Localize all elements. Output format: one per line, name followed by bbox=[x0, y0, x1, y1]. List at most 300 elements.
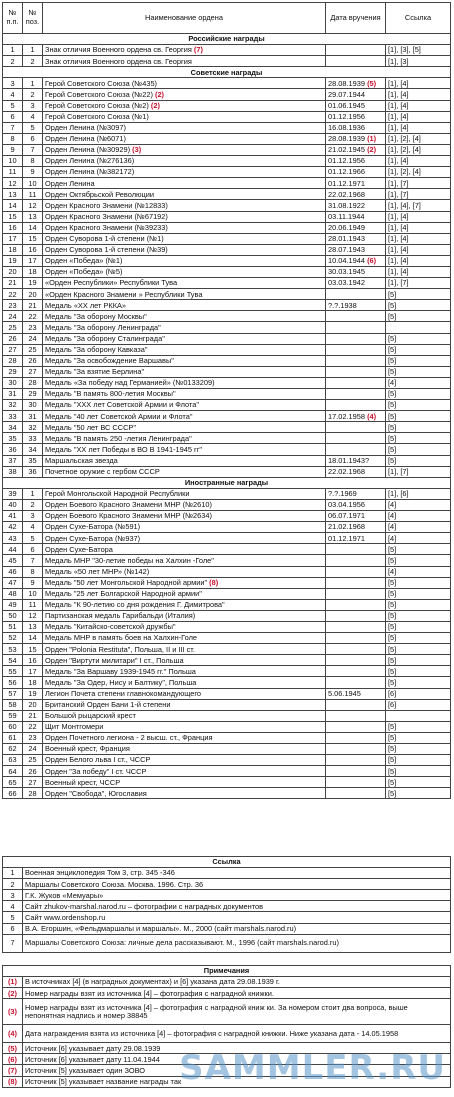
sources-number: 6 bbox=[3, 923, 23, 934]
row-number: 7 bbox=[3, 122, 23, 133]
row-position: 5 bbox=[23, 533, 43, 544]
award-name: Орден "Виртути милитари" I ст., Польша bbox=[43, 655, 326, 666]
award-date bbox=[326, 744, 386, 755]
notes-number: (1) bbox=[3, 977, 23, 988]
award-date bbox=[326, 710, 386, 721]
row-position: 27 bbox=[23, 777, 43, 788]
award-name: Орден Ленина (№30929) (3) bbox=[43, 144, 326, 155]
row-position: 35 bbox=[23, 455, 43, 466]
award-ref: [1], [7] bbox=[386, 189, 451, 200]
award-date: 01.12.1971 bbox=[326, 178, 386, 189]
award-name: Орден Сухе-Батора (№937) bbox=[43, 533, 326, 544]
row-position: 23 bbox=[23, 322, 43, 333]
table-row bbox=[3, 333, 451, 344]
sources-text: Маршалы Советского Союза: личные дела рассказывают. М., 1996 (сайт marshals.narod.ru) bbox=[23, 934, 451, 952]
row-position: 20 bbox=[23, 699, 43, 710]
table-row bbox=[3, 744, 451, 755]
row-position: 2 bbox=[23, 499, 43, 510]
award-name: Медаль "Китайско-советской дружбы" bbox=[43, 621, 326, 632]
award-date bbox=[326, 433, 386, 444]
header-name: Наименование ордена bbox=[43, 3, 326, 34]
award-ref: [1], [6] bbox=[386, 488, 451, 499]
row-position: 26 bbox=[23, 355, 43, 366]
row-number: 49 bbox=[3, 599, 23, 610]
award-ref: [5] bbox=[386, 599, 451, 610]
table-row bbox=[3, 233, 451, 244]
table-row bbox=[3, 466, 451, 477]
note-marker: (2) bbox=[150, 100, 160, 110]
row-position: 13 bbox=[23, 621, 43, 632]
award-date bbox=[326, 633, 386, 644]
award-name: Большой рыцарский крест bbox=[43, 710, 326, 721]
award-name: Герой Советского Союза (№435) bbox=[43, 78, 326, 89]
table-row bbox=[3, 555, 451, 566]
row-number: 37 bbox=[3, 455, 23, 466]
award-name: Орден Почетного легиона - 2 высш. ст., Франция bbox=[43, 732, 326, 743]
award-date bbox=[326, 721, 386, 732]
award-ref: [6] bbox=[386, 699, 451, 710]
row-position: 17 bbox=[23, 255, 43, 266]
row-position: 5 bbox=[23, 122, 43, 133]
table-row bbox=[3, 522, 451, 533]
row-number: 11 bbox=[3, 167, 23, 178]
award-date: 29.07.1944 bbox=[326, 89, 386, 100]
award-ref: [1], [2], [4] bbox=[386, 144, 451, 155]
award-date bbox=[326, 766, 386, 777]
row-position: 2 bbox=[23, 89, 43, 100]
row-number: 63 bbox=[3, 755, 23, 766]
row-number: 48 bbox=[3, 588, 23, 599]
sources-number: 5 bbox=[3, 912, 23, 923]
table-row bbox=[3, 644, 451, 655]
row-number: 3 bbox=[3, 78, 23, 89]
header-n: № п.п. bbox=[3, 3, 23, 34]
row-position: 9 bbox=[23, 167, 43, 178]
award-name: Орден Красного Знамени (№67192) bbox=[43, 211, 326, 222]
table-row bbox=[3, 588, 451, 599]
award-ref: [5] bbox=[386, 333, 451, 344]
award-name: Медаль "25 лет Болгарской Народной армии" bbox=[43, 588, 326, 599]
table-row bbox=[3, 511, 451, 522]
award-date bbox=[326, 289, 386, 300]
award-date bbox=[326, 655, 386, 666]
award-date bbox=[326, 644, 386, 655]
award-ref: [1], [2], [4] bbox=[386, 133, 451, 144]
row-number: 59 bbox=[3, 710, 23, 721]
sources-row bbox=[3, 868, 451, 879]
award-date: ?.?.1938 bbox=[326, 300, 386, 311]
note-marker: (3) bbox=[132, 145, 142, 155]
row-number: 61 bbox=[3, 732, 23, 743]
table-row bbox=[3, 488, 451, 499]
row-number: 47 bbox=[3, 577, 23, 588]
table-row bbox=[3, 777, 451, 788]
row-number: 20 bbox=[3, 266, 23, 277]
row-number: 4 bbox=[3, 89, 23, 100]
award-date: 28.01.1943 bbox=[326, 233, 386, 244]
row-position: 12 bbox=[23, 200, 43, 211]
row-number: 10 bbox=[3, 156, 23, 167]
notes-number: (5) bbox=[3, 1043, 23, 1054]
award-date bbox=[326, 677, 386, 688]
header-ref: Ссылка bbox=[386, 3, 451, 34]
award-ref: [5] bbox=[386, 766, 451, 777]
notes-text: Дата награждения взята из источника [4] – фотография с наградной книжки. Ниже указана дата - 14.05.1958 bbox=[23, 1025, 451, 1043]
table-row bbox=[3, 566, 451, 577]
row-position: 1 bbox=[23, 45, 43, 56]
award-name: Орден Боевого Красного Знамени МНР (№2610) bbox=[43, 499, 326, 510]
sources-number: 4 bbox=[3, 901, 23, 912]
row-number: 44 bbox=[3, 544, 23, 555]
table-row bbox=[3, 78, 451, 89]
row-position: 28 bbox=[23, 377, 43, 388]
row-position: 7 bbox=[23, 144, 43, 155]
award-name: Орден Ленина (№276136) bbox=[43, 156, 326, 167]
table-row bbox=[3, 111, 451, 122]
award-ref: [5] bbox=[386, 455, 451, 466]
row-number: 35 bbox=[3, 433, 23, 444]
row-position: 31 bbox=[23, 411, 43, 422]
row-number: 38 bbox=[3, 466, 23, 477]
row-position: 33 bbox=[23, 433, 43, 444]
table-row bbox=[3, 599, 451, 610]
notes-text: Источник [6] указывает дату 29.08.1939 bbox=[23, 1043, 451, 1054]
award-ref: [5] bbox=[386, 577, 451, 588]
award-name: Медаль "К 90-летию со дня рождения Г. Димитрова" bbox=[43, 599, 326, 610]
row-position: 22 bbox=[23, 311, 43, 322]
award-ref bbox=[386, 322, 451, 333]
row-position: 21 bbox=[23, 300, 43, 311]
award-ref: [5] bbox=[386, 610, 451, 621]
award-date: 28.08.1939 (1) bbox=[326, 133, 386, 144]
sources-text: Сайт zhukov-marshal.narod.ru – фотографии с наградных документов bbox=[23, 901, 451, 912]
award-name: Орден Сухе-Батора (№591) bbox=[43, 522, 326, 533]
table-row bbox=[3, 655, 451, 666]
award-name: Медаль "За взятие Берлина" bbox=[43, 366, 326, 377]
row-position: 26 bbox=[23, 766, 43, 777]
award-name: Медаль МНР "30-летие победы на Халхин -Голе" bbox=[43, 555, 326, 566]
row-number: 31 bbox=[3, 389, 23, 400]
award-name: Военный крест, Франция bbox=[43, 744, 326, 755]
award-date: 03.04.1956 bbox=[326, 499, 386, 510]
award-ref: [1], [4] bbox=[386, 266, 451, 277]
award-date bbox=[326, 355, 386, 366]
notes-number: (7) bbox=[3, 1065, 23, 1076]
award-name: Медаль "50 лет ВС СССР" bbox=[43, 422, 326, 433]
award-date bbox=[326, 366, 386, 377]
row-number: 58 bbox=[3, 699, 23, 710]
row-position: 7 bbox=[23, 555, 43, 566]
award-ref: [4] bbox=[386, 522, 451, 533]
sources-number: 2 bbox=[3, 879, 23, 890]
award-name: «Орден Красного Знамени » Республики Тува bbox=[43, 289, 326, 300]
award-ref: [5] bbox=[386, 344, 451, 355]
award-date: 01.12.1956 bbox=[326, 111, 386, 122]
row-position: 1 bbox=[23, 78, 43, 89]
award-name: Орден Ленина (№3097) bbox=[43, 122, 326, 133]
row-number: 15 bbox=[3, 211, 23, 222]
row-number: 56 bbox=[3, 677, 23, 688]
notes-text: Номер награды взят из источника [4] – фотография с наградной книж ки. За номером стоит два вопроса, выше непонятная надпись и номер 38845 bbox=[23, 999, 451, 1025]
row-position: 6 bbox=[23, 544, 43, 555]
award-name: Медаль "40 лет Советской Армии и Флота" bbox=[43, 411, 326, 422]
date-note-marker: (5) bbox=[367, 78, 377, 88]
table-row bbox=[3, 100, 451, 111]
table-row bbox=[3, 366, 451, 377]
award-ref: [1], [4] bbox=[386, 78, 451, 89]
row-position: 13 bbox=[23, 211, 43, 222]
award-ref: [1], [7] bbox=[386, 178, 451, 189]
award-name: Герой Советского Союза (№1) bbox=[43, 111, 326, 122]
award-ref: [1], [4] bbox=[386, 244, 451, 255]
row-number: 19 bbox=[3, 255, 23, 266]
row-number: 43 bbox=[3, 533, 23, 544]
row-position: 17 bbox=[23, 666, 43, 677]
notes-text: Источник [5] указывает название награды так bbox=[23, 1076, 451, 1087]
award-name: Медаль "За Одер, Нису и Балтику", Польша bbox=[43, 677, 326, 688]
award-name: Герой Монгольской Народной Республики bbox=[43, 488, 326, 499]
award-name: Орден "За победу" I ст. ЧССР bbox=[43, 766, 326, 777]
notes-row bbox=[3, 988, 451, 999]
row-number: 55 bbox=[3, 666, 23, 677]
table-row bbox=[3, 411, 451, 422]
award-ref: [1], [3], [5] bbox=[386, 45, 451, 56]
row-number: 25 bbox=[3, 322, 23, 333]
table-row bbox=[3, 677, 451, 688]
award-date bbox=[326, 566, 386, 577]
row-number: 14 bbox=[3, 200, 23, 211]
award-ref: [5] bbox=[386, 644, 451, 655]
award-date: 22.02.1968 bbox=[326, 189, 386, 200]
award-ref: [6] bbox=[386, 688, 451, 699]
row-position: 11 bbox=[23, 189, 43, 200]
award-name: Медаль "В память 800-летия Москвы" bbox=[43, 389, 326, 400]
table-row bbox=[3, 222, 451, 233]
award-name: Медаль «XX лет РККА» bbox=[43, 300, 326, 311]
row-number: 28 bbox=[3, 355, 23, 366]
row-position: 19 bbox=[23, 688, 43, 699]
award-ref: [5] bbox=[386, 289, 451, 300]
award-ref: [5] bbox=[386, 433, 451, 444]
table-row bbox=[3, 710, 451, 721]
award-ref: [1], [4] bbox=[386, 111, 451, 122]
award-name: Медаль МНР в память боев на Халхин-Голе bbox=[43, 633, 326, 644]
award-date bbox=[326, 444, 386, 455]
row-number: 51 bbox=[3, 621, 23, 632]
row-position: 10 bbox=[23, 588, 43, 599]
row-position: 12 bbox=[23, 610, 43, 621]
table-row bbox=[3, 633, 451, 644]
notes-row bbox=[3, 1025, 451, 1043]
table-row bbox=[3, 610, 451, 621]
award-date bbox=[326, 45, 386, 56]
award-ref: [5] bbox=[386, 300, 451, 311]
table-row bbox=[3, 389, 451, 400]
award-name: Британский Орден Бани 1-й степени bbox=[43, 699, 326, 710]
row-number: 9 bbox=[3, 144, 23, 155]
table-row bbox=[3, 189, 451, 200]
notes-number: (2) bbox=[3, 988, 23, 999]
row-position: 16 bbox=[23, 244, 43, 255]
header-date: Дата вручения bbox=[326, 3, 386, 34]
table-row bbox=[3, 355, 451, 366]
award-ref: [1], [4] bbox=[386, 122, 451, 133]
award-ref: [5] bbox=[386, 633, 451, 644]
award-date: 22.02.1968 bbox=[326, 466, 386, 477]
award-ref: [1], [3] bbox=[386, 56, 451, 67]
award-ref: [1], [4] bbox=[386, 255, 451, 266]
award-name: Медаль "XXX лет Советской Армии и Флота" bbox=[43, 400, 326, 411]
award-ref bbox=[386, 710, 451, 721]
table-row bbox=[3, 300, 451, 311]
award-name: Орден Ленина (№382172) bbox=[43, 167, 326, 178]
notes-number: (6) bbox=[3, 1054, 23, 1065]
award-date bbox=[326, 333, 386, 344]
table-row bbox=[3, 788, 451, 799]
award-date bbox=[326, 422, 386, 433]
row-number: 39 bbox=[3, 488, 23, 499]
award-date bbox=[326, 322, 386, 333]
award-date: 18.01.1943? bbox=[326, 455, 386, 466]
row-position: 3 bbox=[23, 100, 43, 111]
award-ref: [4] bbox=[386, 566, 451, 577]
award-date: 31.08.1922 bbox=[326, 200, 386, 211]
table-row bbox=[3, 400, 451, 411]
table-row bbox=[3, 178, 451, 189]
table-row bbox=[3, 422, 451, 433]
award-date: 21.02.1945 (2) bbox=[326, 144, 386, 155]
notes-text: Источник [5] указывает один ЗОВО bbox=[23, 1065, 451, 1076]
row-position: 4 bbox=[23, 111, 43, 122]
date-note-marker: (6) bbox=[367, 256, 377, 266]
award-date: 17.02.1958 (4) bbox=[326, 411, 386, 422]
award-ref: [5] bbox=[386, 777, 451, 788]
award-date bbox=[326, 400, 386, 411]
table-row bbox=[3, 577, 451, 588]
row-number: 17 bbox=[3, 233, 23, 244]
award-name: Орден Ленина (№6071) bbox=[43, 133, 326, 144]
award-date: 01.12.1971 bbox=[326, 533, 386, 544]
award-ref: [5] bbox=[386, 311, 451, 322]
row-number: 46 bbox=[3, 566, 23, 577]
award-name: Медаль "За оборону Ленинграда" bbox=[43, 322, 326, 333]
award-date: 01.12.1966 bbox=[326, 167, 386, 178]
row-position: 19 bbox=[23, 278, 43, 289]
row-position: 4 bbox=[23, 522, 43, 533]
row-position: 11 bbox=[23, 599, 43, 610]
row-number: 62 bbox=[3, 744, 23, 755]
awards-table bbox=[2, 2, 451, 799]
row-number: 16 bbox=[3, 222, 23, 233]
award-name: Орден Ленина bbox=[43, 178, 326, 189]
row-number: 54 bbox=[3, 655, 23, 666]
sources-row bbox=[3, 934, 451, 952]
award-ref: [5] bbox=[386, 588, 451, 599]
row-number: 65 bbox=[3, 777, 23, 788]
table-row bbox=[3, 721, 451, 732]
award-ref: [1], [4] bbox=[386, 222, 451, 233]
row-position: 18 bbox=[23, 677, 43, 688]
award-date: 06.07.1971 bbox=[326, 511, 386, 522]
award-date bbox=[326, 599, 386, 610]
row-position: 14 bbox=[23, 222, 43, 233]
award-date: 30.03.1945 bbox=[326, 266, 386, 277]
award-name: Медаль "За оборону Сталинграда" bbox=[43, 333, 326, 344]
award-date: 28.08.1939 (5) bbox=[326, 78, 386, 89]
sources-row bbox=[3, 901, 451, 912]
row-number: 26 bbox=[3, 333, 23, 344]
sources-number: 3 bbox=[3, 890, 23, 901]
award-date: 21.02.1968 bbox=[326, 522, 386, 533]
sources-title: Ссылка bbox=[3, 857, 451, 868]
section-header bbox=[3, 477, 451, 488]
sources-text: Маршалы Советского Союза. Москва. 1996. Стр. 36 bbox=[23, 879, 451, 890]
row-number: 42 bbox=[3, 522, 23, 533]
notes-number: (3) bbox=[3, 999, 23, 1025]
sources-text: Сайт www.ordenshop.ru bbox=[23, 912, 451, 923]
award-ref: [1], [4] bbox=[386, 89, 451, 100]
award-name: Знак отличия Военного ордена св. Георгия (7) bbox=[43, 45, 326, 56]
award-ref: [5] bbox=[386, 655, 451, 666]
award-date: 16.08.1936 bbox=[326, 122, 386, 133]
row-position: 14 bbox=[23, 633, 43, 644]
award-date: 10.04.1944 (6) bbox=[326, 255, 386, 266]
award-date bbox=[326, 377, 386, 388]
table-row bbox=[3, 56, 451, 67]
row-number: 33 bbox=[3, 411, 23, 422]
award-name: Орден Суворова 1-й степени (№39) bbox=[43, 244, 326, 255]
award-ref: [1], [7] bbox=[386, 466, 451, 477]
table-row bbox=[3, 688, 451, 699]
award-ref: [5] bbox=[386, 355, 451, 366]
table-row bbox=[3, 45, 451, 56]
table-row bbox=[3, 533, 451, 544]
award-date bbox=[326, 311, 386, 322]
award-date bbox=[326, 732, 386, 743]
award-ref: [4] bbox=[386, 511, 451, 522]
section-title: Иностранные награды bbox=[3, 477, 451, 488]
award-name: Маршальская звезда bbox=[43, 455, 326, 466]
table-row bbox=[3, 311, 451, 322]
table-row bbox=[3, 377, 451, 388]
award-name: Почетное оружие с гербом СССР bbox=[43, 466, 326, 477]
award-ref: [1], [4], [7] bbox=[386, 200, 451, 211]
sources-row bbox=[3, 890, 451, 901]
notes-row bbox=[3, 977, 451, 988]
row-position: 22 bbox=[23, 721, 43, 732]
sources-row bbox=[3, 912, 451, 923]
sources-table bbox=[2, 856, 451, 953]
row-number: 34 bbox=[3, 422, 23, 433]
row-position: 15 bbox=[23, 233, 43, 244]
award-name: Орден Белого льва I ст., ЧССР bbox=[43, 755, 326, 766]
table-row bbox=[3, 167, 451, 178]
award-ref: [5] bbox=[386, 732, 451, 743]
table-row bbox=[3, 266, 451, 277]
award-date: 01.12.1956 bbox=[326, 156, 386, 167]
table-row bbox=[3, 455, 451, 466]
row-number: 36 bbox=[3, 444, 23, 455]
award-ref: [5] bbox=[386, 555, 451, 566]
table-header bbox=[3, 3, 451, 34]
award-date bbox=[326, 755, 386, 766]
row-number: 52 bbox=[3, 633, 23, 644]
sources-text: Г.К. Жуков «Мемуары» bbox=[23, 890, 451, 901]
row-position: 30 bbox=[23, 400, 43, 411]
award-date bbox=[326, 544, 386, 555]
date-note-marker: (2) bbox=[367, 145, 377, 155]
row-position: 1 bbox=[23, 488, 43, 499]
